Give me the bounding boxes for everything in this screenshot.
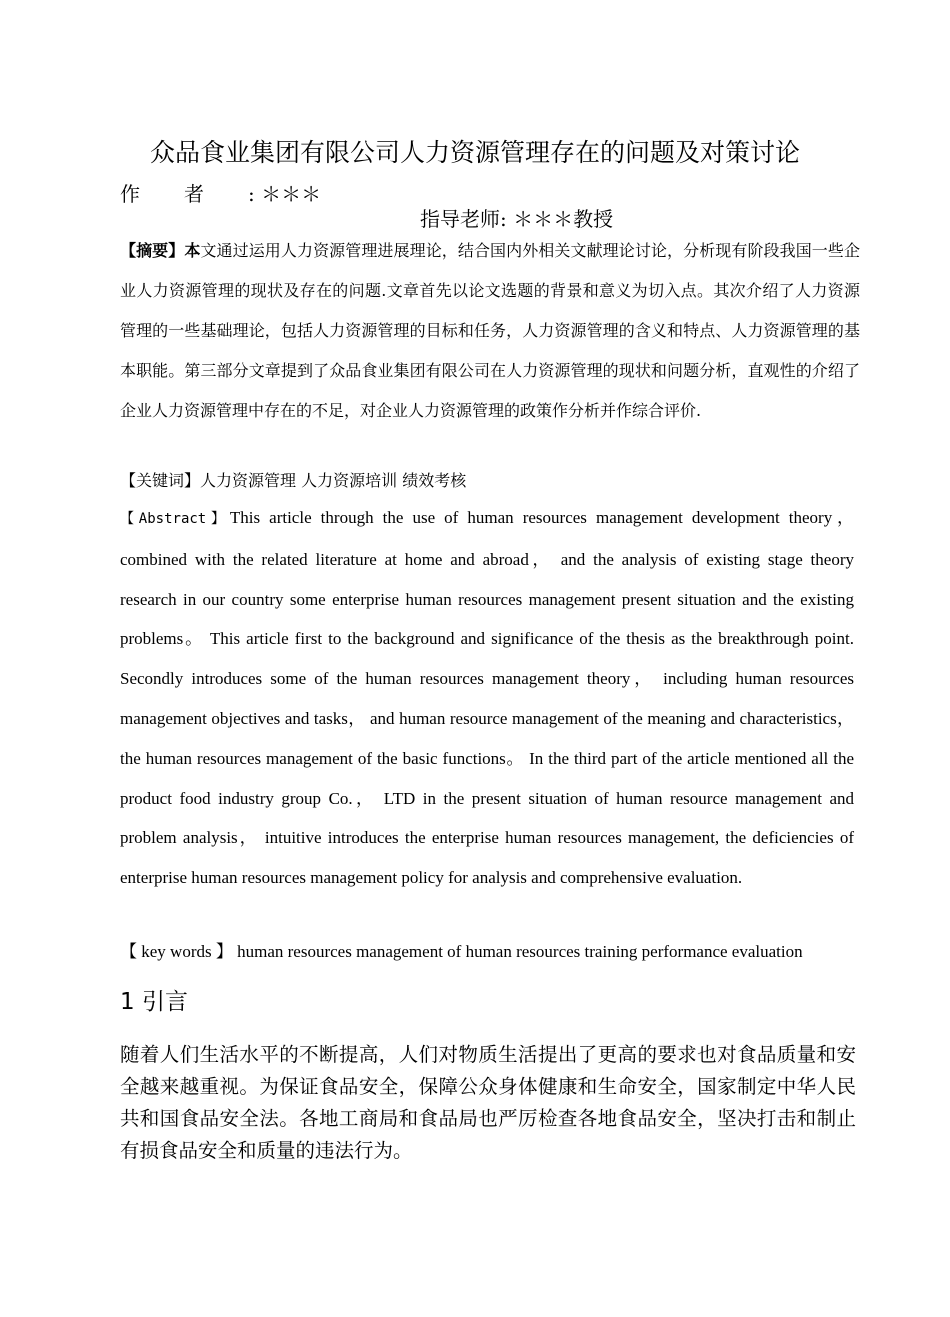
author-label: 作者 (120, 182, 248, 206)
abstract-en-text: This article through the use of human resources management development theory， combined with the related literature at home and abroad， and the analysis of existing stage theory research in our country some enterprise human resources management present situation and the existing problems。 This article first to the background and significance of the thesis as the breakthrough point. Secondly introduces some of the human resources management theory， including human resources management objectives and tasks， and human resource management of the meaning and characteristics， the human resources management of the basic functions。 In the third part of the article mentioned all the product food industry group Co.， LTD in the present situation of human resource management and problem analysis， intuitive introduces the enterprise human resources management, the deficiencies of enterprise human resources management policy for analysis and comprehensive evaluation. (120, 508, 854, 888)
introduction-paragraph: 随着人们生活水平的不断提高，人们对物质生活提出了更高的要求也对食品质量和安全越来越重视。为保证食品安全，保障公众身体健康和生命安全，国家制定中华人民共和国食品安全法。各地工商局和食品局也严厉检查各地食品安全，坚决打击和制止有损食品安全和质量的违法行为。 (120, 1043, 856, 1162)
author-line (120, 180, 321, 208)
keywords-english (120, 938, 880, 966)
author-value: ＊＊＊ (261, 182, 322, 206)
keywords-en-text: human resources management of human resources training performance evaluation (237, 942, 803, 961)
keywords-en-label: 【 key words 】 (120, 942, 233, 961)
advisor-label: 指导老师: (420, 207, 507, 231)
abstract-cn-label: 【摘要】本 (120, 241, 201, 260)
document-title: 众品食业集团有限公司人力资源管理存在的问题及对策讨论 (149, 138, 800, 167)
keywords-cn-text: 人力资源管理 人力资源培训 绩效考核 (200, 471, 467, 490)
advisor-value: ＊＊＊教授 (513, 207, 614, 231)
abstract-chinese (120, 231, 860, 431)
abstract-en-label: 【Abstract】 (120, 511, 230, 527)
author-colon: : (248, 182, 255, 206)
advisor-line (420, 205, 613, 233)
abstract-english (120, 498, 854, 898)
section-heading-introduction: 1 引言 (120, 989, 188, 1015)
abstract-cn-text: 文通过运用人力资源管理进展理论，结合国内外相关文献理论讨论，分析现有阶段我国一些企业人力资源管理的现状及存在的问题.文章首先以论文选题的背景和意义为切入点。其次介绍了人力资源管理的一些基础理论，包括人力资源管理的目标和任务，人力资源管理的含义和特点、人力资源管理的基本职能。第三部分文章提到了众品食业集团有限公司在人力资源管理的现状和问题分析，直观性的介绍了企业人力资源管理中存在的不足，对企业人力资源管理的政策作分析并作综合评价. (120, 241, 860, 420)
keywords-chinese (120, 466, 860, 496)
keywords-cn-label: 【关键词】 (120, 471, 201, 490)
